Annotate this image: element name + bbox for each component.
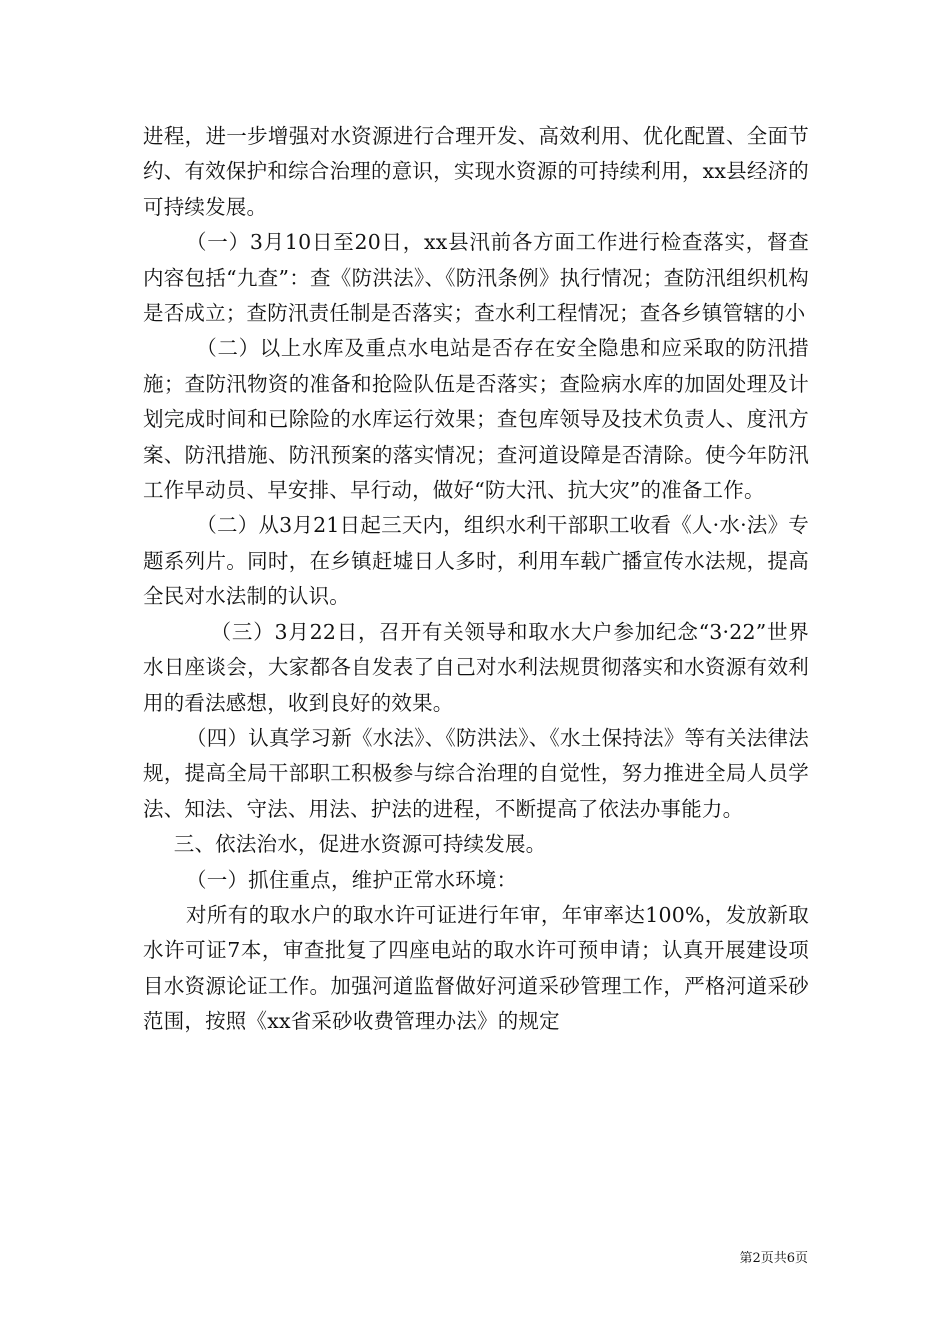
document-body: [143, 119, 809, 1040]
paragraph-item-3: （三）3月22日，召开有关领导和取水大户参加纪念“3·22”世界水日座谈会，大家都各自发表了自己对水利法规贯彻落实和水资源有效利用的看法感想，收到良好的效果。: [143, 619, 809, 715]
paragraph-intro: 进程，进一步增强对水资源进行合理开发、高效利用、优化配置、全面节约、有效保护和综合治理的意识，实现水资源的可持续利用，xx县经济的可持续发展。: [143, 124, 809, 219]
paragraph-permits: 对所有的取水户的取水许可证进行年审，年审率达100%，发放新取水许可证7本，审查批复了四座电站的取水许可预申请；认真开展建设项目水资源论证工作。加强河道监督做好河道采砂管理工作，严格河道采砂范围，按照《xx省采砂收费管理办法》的规定: [143, 902, 809, 1034]
subheading-1: （一）抓住重点，维护正常水环境：: [186, 867, 518, 892]
section-heading-3: 三、依法治水，促进水资源可持续发展。: [173, 832, 547, 857]
paragraph-item-2: （二）以上水库及重点水电站是否存在安全隐患和应采取的防汛措施；查防汛物资的准备和抢险队伍是否落实；查险病水库的加固处理及计划完成时间和已除险的水库运行效果；查包库领导及技术负责人、度汛方案、防汛措施、防汛预案的落实情况；查河道设障是否清除。使今年防汛工作早动员、早安排、早行动，做好“防大汛、抗大灾”的准备工作。: [143, 336, 809, 503]
paragraph-item-4: （四）认真学习新《水法》、《防洪法》、《水土保持法》等有关法律法规，提高全局干部职工积极参与综合治理的自觉性，努力推进全局人员学法、知法、守法、用法、护法的进程，不断提高了依法办事能力。: [143, 725, 809, 821]
page-number: 第2页共6页: [739, 1251, 808, 1266]
paragraph-item-1: （一）3月10日至20日，xx县汛前各方面工作进行检查落实，督查内容包括“九查”：查《防洪法》、《防汛条例》执行情况；查防汛组织机构是否成立；查防汛责任制是否落实；查水利工程情况；查各乡镇管辖的小: [143, 230, 809, 326]
paragraph-item-2b: （二）从3月21日起三天内，组织水利干部职工收看《人·水·法》专题系列片。同时，在乡镇赶墟日人多时，利用车载广播宣传水法规，提高全民对水法制的认识。: [143, 513, 809, 609]
